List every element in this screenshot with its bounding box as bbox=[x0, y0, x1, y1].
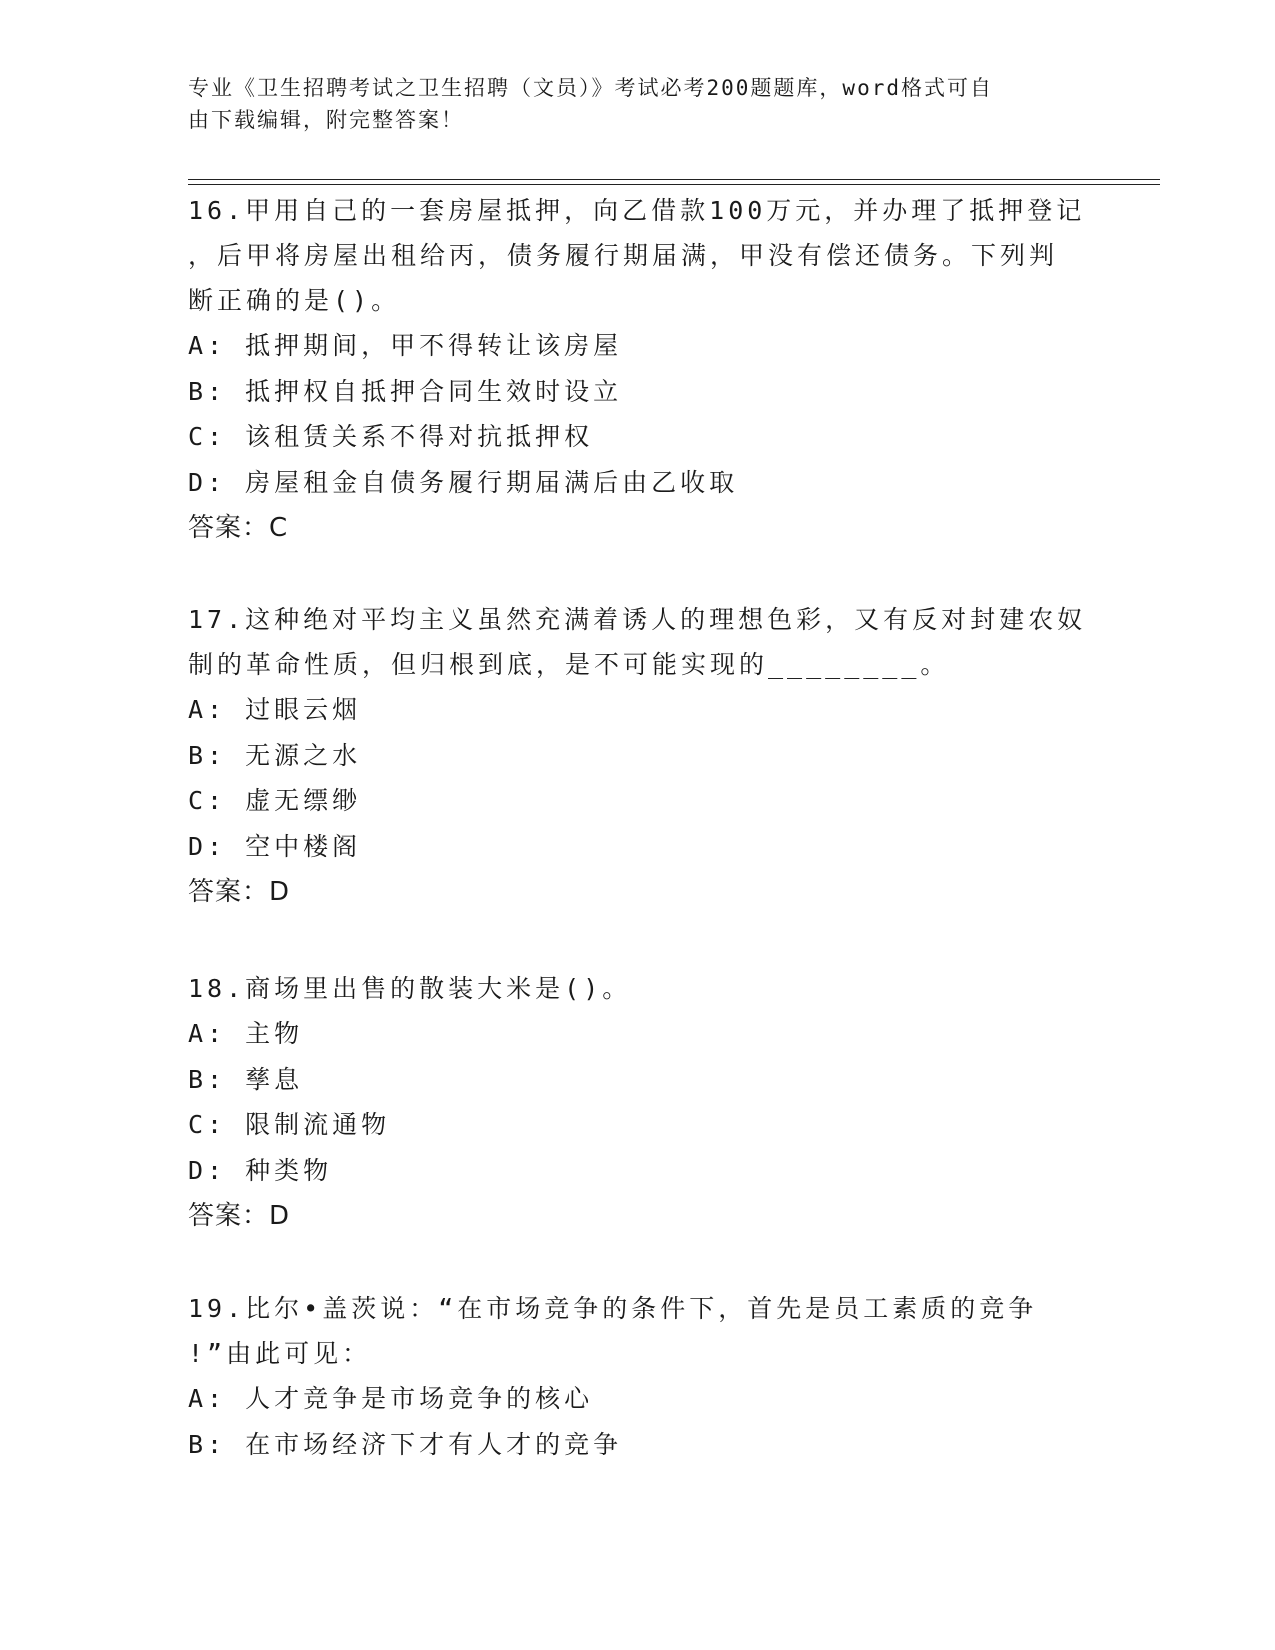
option-c: C: 虚无缥缈 bbox=[188, 786, 362, 815]
option-c: C: 该租赁关系不得对抗抵押权 bbox=[188, 422, 594, 451]
question-line: 17.这种绝对平均主义虽然充满着诱人的理想色彩，又有反对封建农奴 bbox=[188, 605, 1087, 634]
header-divider-top bbox=[188, 179, 1160, 180]
option-a: A: 过眼云烟 bbox=[188, 695, 362, 724]
option-d: D: 种类物 bbox=[188, 1155, 333, 1185]
header-line-1: 专业《卫生招聘考试之卫生招聘（文员）》考试必考200题题库，word格式可自 bbox=[188, 76, 993, 100]
answer: 答案：D bbox=[188, 1201, 291, 1231]
header-line-2: 由下载编辑，附完整答案！ bbox=[188, 108, 464, 132]
answer: 答案：D bbox=[188, 877, 291, 907]
question-line: 18.商场里出售的散装大米是()。 bbox=[188, 974, 632, 1003]
question-line: 16.甲用自己的一套房屋抵押，向乙借款100万元，并办理了抵押登记 bbox=[188, 196, 1086, 225]
option-a: A: 人才竞争是市场竞争的核心 bbox=[188, 1384, 594, 1413]
question-line: 19.比尔•盖茨说：“在市场竞争的条件下，首先是员工素质的竞争 bbox=[188, 1294, 1038, 1323]
option-b: B: 在市场经济下才有人才的竞争 bbox=[188, 1429, 623, 1459]
option-a: A: 主物 bbox=[188, 1019, 304, 1048]
question-line: ，后甲将房屋出租给丙，债务履行期届满，甲没有偿还债务。下列判 bbox=[188, 241, 1059, 270]
question-16 bbox=[188, 188, 1108, 551]
question-line: 制的革命性质，但归根到底，是不可能实现的________。 bbox=[188, 650, 950, 679]
document-header bbox=[188, 72, 1068, 136]
question-19 bbox=[188, 1286, 1108, 1467]
question-line: 断正确的是()。 bbox=[188, 286, 401, 315]
question-line: !”由此可见： bbox=[188, 1339, 372, 1368]
option-b: B: 抵押权自抵押合同生效时设立 bbox=[188, 376, 623, 406]
option-a: A: 抵押期间，甲不得转让该房屋 bbox=[188, 331, 623, 360]
option-c: C: 限制流通物 bbox=[188, 1110, 391, 1139]
answer: 答案：C bbox=[188, 513, 289, 543]
question-18 bbox=[188, 966, 1108, 1239]
question-17 bbox=[188, 597, 1108, 915]
option-d: D: 空中楼阁 bbox=[188, 831, 362, 861]
header-divider-bottom bbox=[188, 184, 1160, 185]
option-b: B: 孳息 bbox=[188, 1064, 304, 1094]
option-d: D: 房屋租金自债务履行期届满后由乙收取 bbox=[188, 467, 739, 497]
option-b: B: 无源之水 bbox=[188, 740, 362, 770]
